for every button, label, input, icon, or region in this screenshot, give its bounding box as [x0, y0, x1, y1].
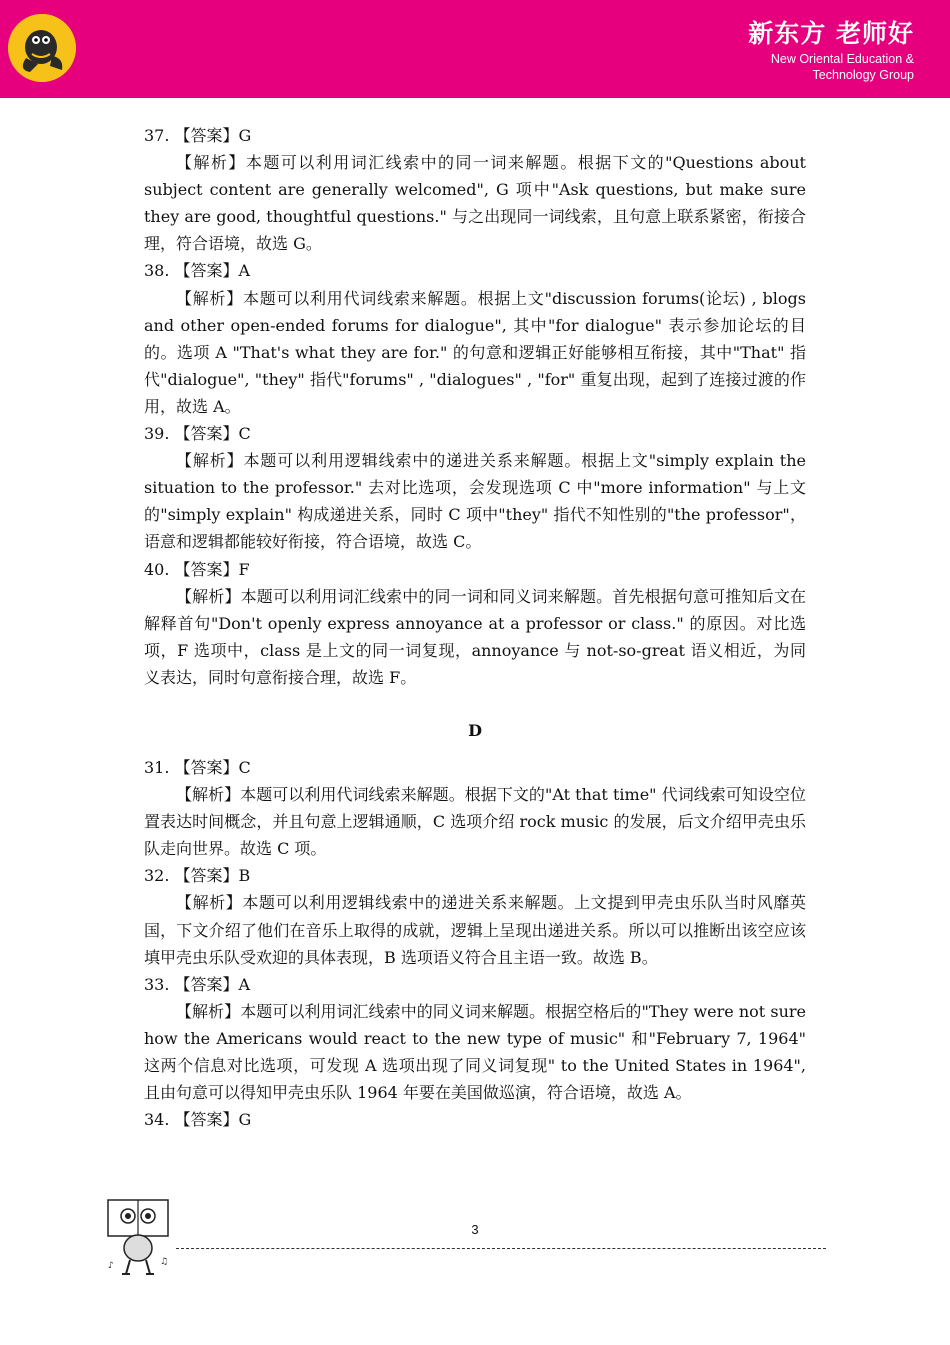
footer-divider	[176, 1248, 826, 1249]
brand-name-en: New Oriental Education & Technology Group	[770, 52, 914, 82]
svg-text:♪: ♪	[108, 1261, 114, 1271]
answer-line: 32. 【答案】B	[144, 866, 251, 886]
page-header	[0, 0, 950, 98]
analysis-paragraph: 【解析】本题可以利用词汇线索中的同一词和同义词来解题。首先根据句意可推知后文在解释首句"Don't openly express annoyance at a professor or class." 的原因。对比选项，F 选项中，class 是上文的同一词复现，annoyance 与 not-so-great 语义相近，为同义表达，同时句意衔接合理，故选 F。	[144, 586, 806, 687]
answer-line: 38. 【答案】A	[144, 261, 251, 281]
analysis-paragraph: 【解析】本题可以利用代词线索来解题。根据下文的"At that time" 代词线索可知设空位置表达时间概念，并且句意上逻辑通顺，C 选项介绍 rock music 的发展，后文介绍甲壳虫乐队走向世界。故选 C 项。	[144, 785, 806, 859]
answer-line: 40. 【答案】F	[144, 559, 250, 579]
page-number: 3	[471, 1222, 479, 1237]
answer-line: 39. 【答案】C	[144, 424, 251, 444]
section-title: D	[468, 720, 482, 740]
analysis-paragraph: 【解析】本题可以利用代词线索来解题。根据上文"discussion forums(论坛) , blogs and other open-ended forums for dialogue", 其中"for dialogue" 表示参加论坛的目的。选项 A "That's what they are for." 的句意和逻辑正好能够相互衔接，其中"That" 指代"dialogue", "they" 指代"forums" , "dialogues" , "for" 重复出现，起到了连接过渡的作用，故选 A。	[144, 288, 806, 416]
reading-mascot-icon	[104, 1198, 172, 1280]
analysis-paragraph: 【解析】本题可以利用词汇线索中的同义词来解题。根据空格后的"They were not sure how the Americans would react to the new type of music" 和"February 7, 1964" 这两个信息对比选项，可发现 A 选项出现了同义词复现" to the United States in 1964", 且由句意可以得知甲壳虫乐队 1964 年要在美国做巡演，符合语境，故选 A。	[144, 1001, 806, 1103]
answer-line: 31. 【答案】C	[144, 757, 251, 777]
analysis-paragraph: 【解析】本题可以利用词汇线索中的同一词来解题。根据下文的"Questions about subject content are generally welcomed", G 项中"Ask questions, but make sure they are good, thoughtful questions." 与之出现同一词线索，且句意上联系紧密，衔接合理，符合语境，故选 G。	[144, 153, 806, 254]
answer-line: 34. 【答案】G	[144, 1110, 252, 1130]
analysis-paragraph: 【解析】本题可以利用逻辑线索中的递进关系来解题。根据上文"simply explain the situation to the professor." 去对比选项，会发现选项 C 中"more information" 与上文的"simply explain" 构成递进关系，同时 C 项中"they" 指代不知性别的"the professor"，语意和逻辑都能较好衔接，符合语境，故选 C。	[144, 451, 806, 552]
brand-name-cn: 新东方 老师好	[748, 19, 914, 48]
new-oriental-logo-icon	[8, 14, 76, 82]
answer-line: 37. 【答案】G	[144, 126, 252, 145]
analysis-paragraph: 【解析】本题可以利用逻辑线索中的递进关系来解题。上文提到甲壳虫乐队当时风靡英国，下文介绍了他们在音乐上取得的成就，逻辑上呈现出递进关系。所以可以推断出该空应该填甲壳虫乐队受欢迎的具体表现，B 选项语义符合且主语一致。故选 B。	[144, 893, 806, 967]
answer-line: 33. 【答案】A	[144, 974, 251, 994]
answer-explanations	[144, 122, 806, 1133]
svg-text:♫: ♫	[160, 1257, 169, 1267]
